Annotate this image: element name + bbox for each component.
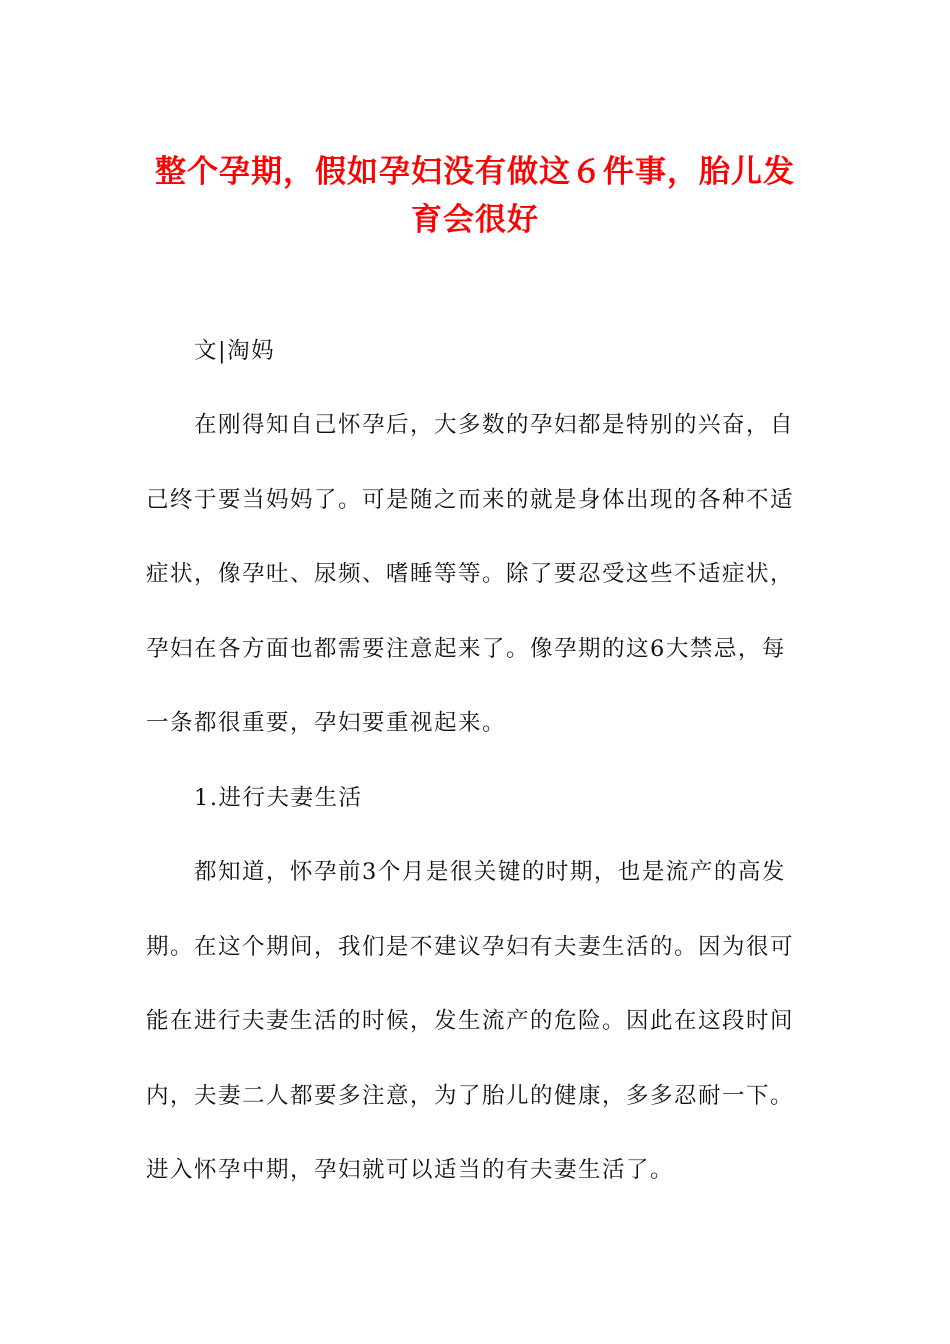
section-heading-1: 1.进行夫妻生活 (194, 785, 363, 811)
section-paragraph-1: 都知道，怀孕前3个月是很关键的时期，也是流产的高发期。在这个期间，我们是不建议孕妇有夫妻生活的。因为很可能在进行夫妻生活的时候，发生流产的危险。因此在这段时间内，夫妻二人都要多注意，为了胎儿的健康，多多忍耐一下。进入怀孕中期，孕妇就可以适当的有夫妻生活了。 (146, 859, 795, 1183)
intro-paragraph: 在刚得知自己怀孕后，大多数的孕妇都是特别的兴奋，自己终于要当妈妈了。可是随之而来的就是身体出现的各种不适症状，像孕吐、尿频、嗜睡等等。除了要忍受这些不适症状，孕妇在各方面也都需要注意起来了。像孕期的这6大禁忌，每一条都很重要，孕妇要重视起来。 (146, 412, 795, 736)
author-byline: 文|淘妈 (194, 338, 276, 364)
article-title: 整个孕期，假如孕妇没有做这６件事，胎儿发育会很好 (155, 154, 795, 238)
